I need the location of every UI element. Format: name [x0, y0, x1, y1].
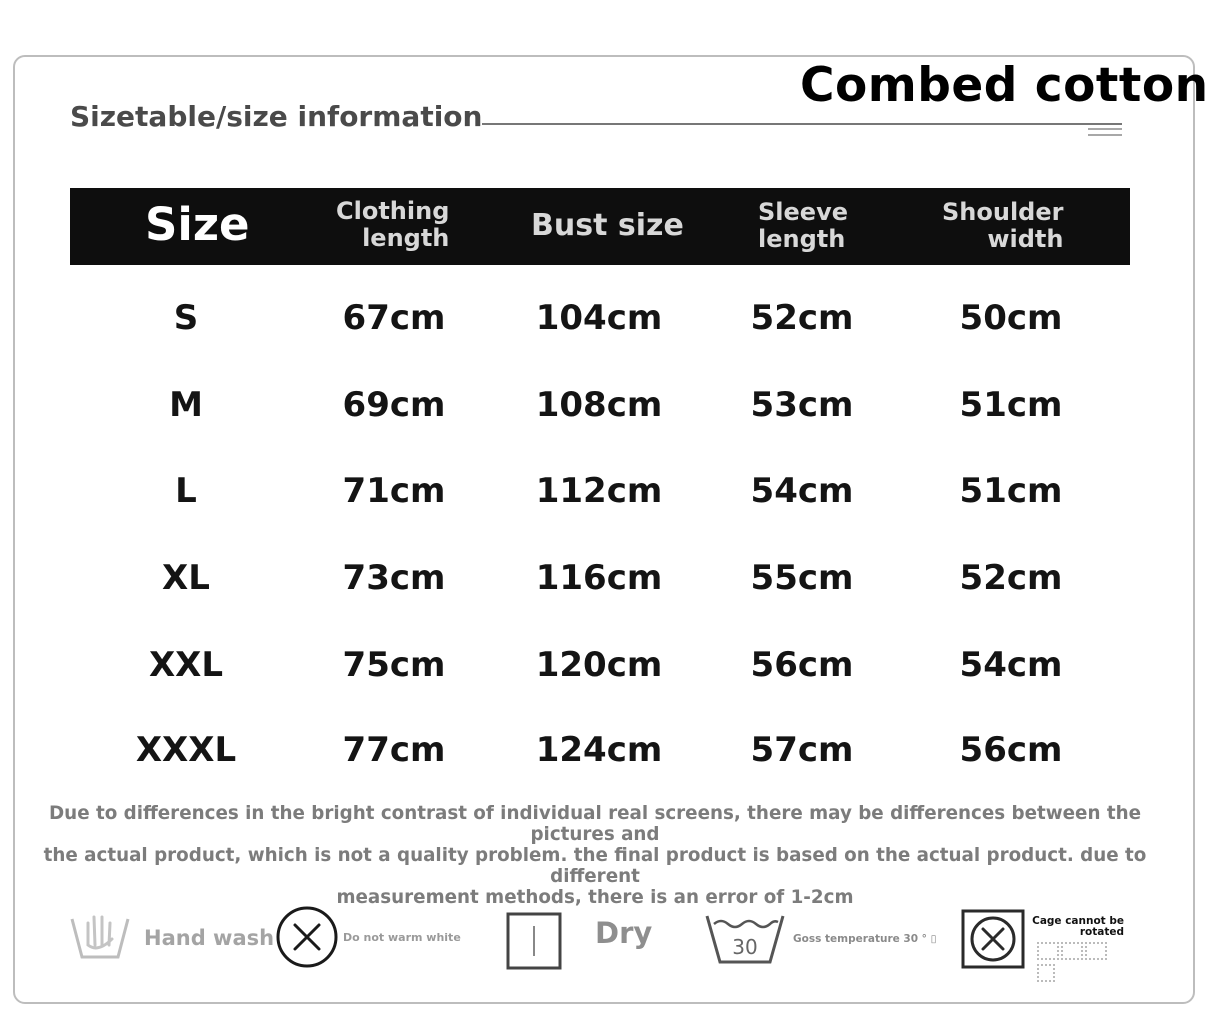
table-row	[0, 471, 1216, 531]
header-size: Size	[145, 198, 250, 251]
size-cell: M	[169, 385, 203, 425]
section-title: Sizetable/size information	[70, 100, 483, 133]
table-row	[0, 730, 1216, 790]
size-cell: XXXL	[135, 730, 237, 770]
table-row	[0, 558, 1216, 618]
clothing-length-cell: 71cm	[342, 471, 446, 511]
shoulder-width-cell: 56cm	[959, 730, 1063, 770]
bust-size-cell: 116cm	[535, 558, 663, 598]
header-clothing-length: Clothing length	[336, 197, 450, 252]
clothing-length-cell: 67cm	[342, 298, 446, 338]
bust-size-cell: 112cm	[535, 471, 663, 511]
table-row	[0, 298, 1216, 358]
size-cell: XXL	[148, 645, 224, 685]
disclaimer-text: Due to differences in the bright contrast of individual real screens, there may be differences between the pictures and the actual product, which is not a quality problem. the final product is based on the actual product. due to different measurement methods, there is an error of 1-2cm	[43, 803, 1147, 908]
table-row	[0, 645, 1216, 705]
drip-dry-icon	[506, 912, 562, 970]
sleeve-length-cell: 56cm	[750, 645, 854, 685]
bust-size-cell: 124cm	[535, 730, 663, 770]
menu-lines-icon	[1088, 128, 1122, 140]
wash-30-icon	[704, 910, 786, 968]
blurred-text-glyphs	[1037, 942, 1121, 960]
table-row	[0, 385, 1216, 445]
sleeve-length-cell: 55cm	[750, 558, 854, 598]
sleeve-length-cell: 53cm	[750, 385, 854, 425]
size-table-header	[70, 188, 1130, 265]
do-not-bleach-icon	[275, 905, 339, 969]
shoulder-width-cell: 54cm	[959, 645, 1063, 685]
sleeve-length-cell: 57cm	[750, 730, 854, 770]
dry-label: Dry	[595, 916, 653, 950]
wash-temp-number: 30	[732, 935, 758, 959]
no-tumble-label: Cage cannot be rotated	[1032, 915, 1124, 938]
size-cell: XL	[162, 558, 210, 598]
clothing-length-cell: 69cm	[342, 385, 446, 425]
clothing-length-cell: 77cm	[342, 730, 446, 770]
no-bleach-label: Do not warm white	[343, 931, 461, 944]
sleeve-length-cell: 52cm	[750, 298, 854, 338]
shoulder-width-cell: 51cm	[959, 385, 1063, 425]
wash-temp-label: Goss temperature 30 ° ▯	[793, 933, 937, 945]
header-bust-size: Bust size	[531, 208, 684, 243]
shoulder-width-cell: 50cm	[959, 298, 1063, 338]
size-cell: L	[175, 471, 197, 511]
hand-wash-label: Hand wash	[144, 926, 275, 950]
shoulder-width-cell: 51cm	[959, 471, 1063, 511]
size-cell: S	[173, 298, 199, 338]
bust-size-cell: 104cm	[535, 298, 663, 338]
header-shoulder-width: Shoulder width	[942, 198, 1064, 253]
sleeve-length-cell: 54cm	[750, 471, 854, 511]
bust-size-cell: 108cm	[535, 385, 663, 425]
header-sleeve-length: Sleeve length	[758, 198, 848, 253]
hand-wash-icon	[68, 905, 132, 963]
shoulder-width-cell: 52cm	[959, 558, 1063, 598]
material-badge: Combed cotton	[800, 58, 1209, 113]
title-divider	[482, 123, 1122, 125]
clothing-length-cell: 75cm	[342, 645, 446, 685]
no-tumble-dry-icon	[961, 909, 1025, 969]
clothing-length-cell: 73cm	[342, 558, 446, 598]
bust-size-cell: 120cm	[535, 645, 663, 685]
